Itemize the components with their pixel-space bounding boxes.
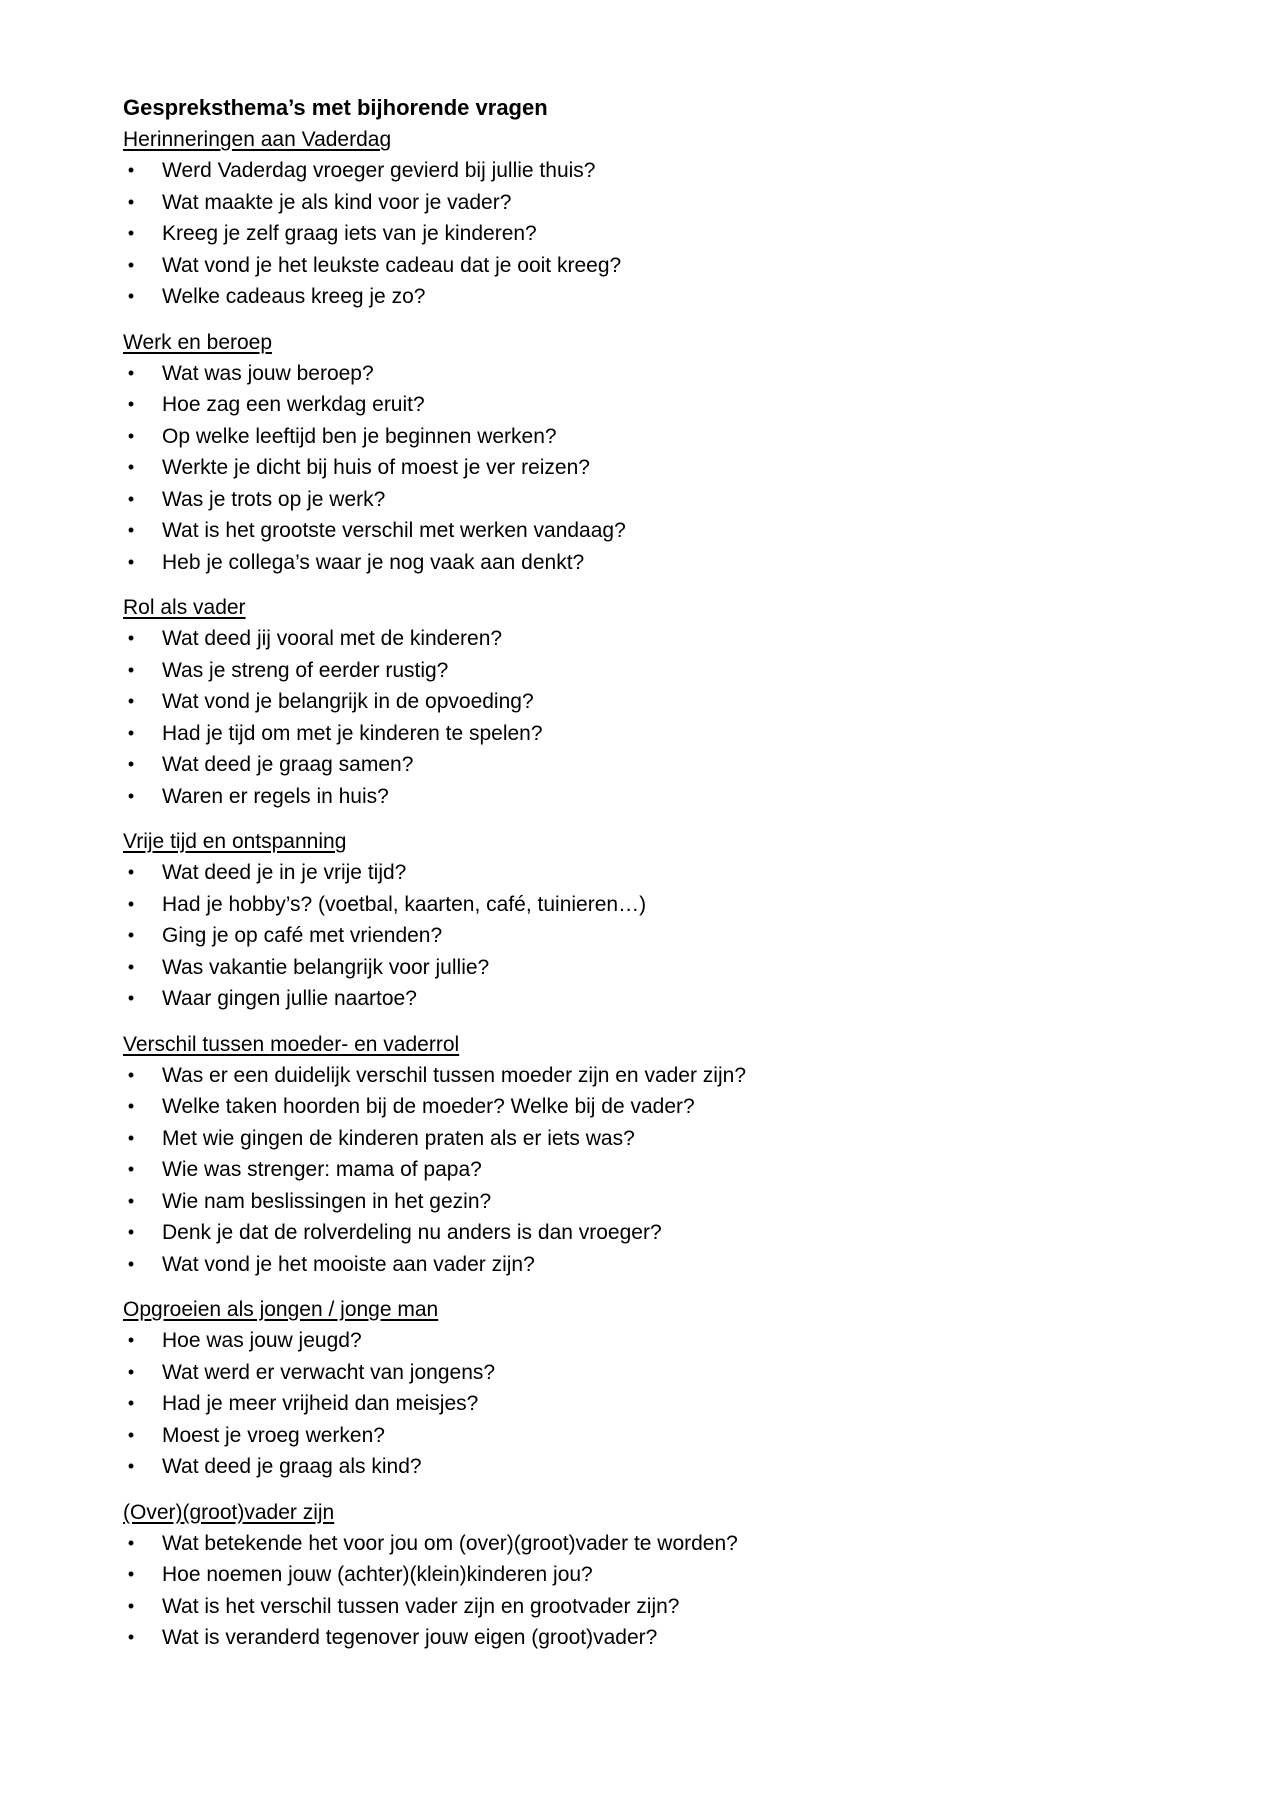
bullet-icon: • bbox=[127, 1424, 135, 1445]
question-text: Wat is het grootste verschil met werken vandaag? bbox=[162, 519, 626, 542]
question-item bbox=[123, 1622, 1163, 1654]
bullet-icon: • bbox=[127, 1127, 135, 1148]
bullet-icon: • bbox=[127, 1595, 135, 1616]
question-item bbox=[123, 452, 1163, 484]
question-item bbox=[123, 358, 1163, 390]
question-list bbox=[123, 1325, 1163, 1483]
question-text: Wat deed je in je vrije tijd? bbox=[162, 861, 407, 884]
bullet-icon: • bbox=[127, 988, 135, 1008]
section-heading: Vrije tijd en ontspanning bbox=[123, 830, 347, 853]
question-item bbox=[123, 1154, 1163, 1186]
question-text: Hoe zag een werkdag eruit? bbox=[162, 393, 425, 416]
section-heading: Opgroeien als jongen / jonge man bbox=[123, 1298, 439, 1321]
section bbox=[123, 826, 1163, 1015]
question-text: Was er een duidelijk verschil tussen moeder zijn en vader zijn? bbox=[162, 1063, 747, 1087]
question-text: Moest je vroeg werken? bbox=[162, 1423, 385, 1447]
question-text: Op welke leeftijd ben je beginnen werken? bbox=[162, 424, 557, 448]
section bbox=[123, 327, 1163, 579]
bullet-icon: • bbox=[127, 362, 135, 383]
question-text: Hoe noemen jouw (achter)(klein)kinderen jou? bbox=[162, 1563, 593, 1586]
question-text: Ging je op café met vrienden? bbox=[162, 924, 443, 947]
section-heading: Werk en beroep bbox=[123, 330, 273, 354]
bullet-icon: • bbox=[127, 628, 135, 648]
question-text: Waren er regels in huis? bbox=[162, 784, 389, 808]
section bbox=[123, 1029, 1163, 1281]
bullet-icon: • bbox=[127, 1190, 135, 1211]
document-title: Gespreksthema’s met bijhorende vragen bbox=[123, 95, 548, 120]
question-item bbox=[123, 1060, 1163, 1092]
question-item bbox=[123, 1325, 1163, 1357]
section-heading: Verschil tussen moeder- en vaderrol bbox=[123, 1032, 460, 1056]
question-list bbox=[123, 155, 1163, 313]
question-item bbox=[123, 421, 1163, 453]
question-item bbox=[123, 686, 1163, 718]
bullet-icon: • bbox=[127, 1456, 135, 1476]
question-list bbox=[123, 623, 1163, 812]
question-text: Wat vond je het mooiste aan vader zijn? bbox=[162, 1252, 535, 1276]
bullet-icon: • bbox=[127, 1330, 135, 1350]
question-item bbox=[123, 1123, 1163, 1155]
question-text: Wat maakte je als kind voor je vader? bbox=[162, 190, 512, 214]
question-text: Was je trots op je werk? bbox=[162, 487, 386, 511]
bullet-icon: • bbox=[127, 488, 135, 509]
question-item bbox=[123, 1451, 1163, 1483]
question-item bbox=[123, 1186, 1163, 1218]
question-item bbox=[123, 218, 1163, 250]
bullet-icon: • bbox=[127, 893, 135, 914]
question-item bbox=[123, 920, 1163, 952]
question-item bbox=[123, 1357, 1163, 1389]
bullet-icon: • bbox=[127, 1393, 135, 1413]
question-item bbox=[123, 1420, 1163, 1452]
bullet-icon: • bbox=[127, 223, 135, 243]
question-text: Wat werd er verwacht van jongens? bbox=[162, 1360, 496, 1384]
question-item bbox=[123, 515, 1163, 547]
bullet-icon: • bbox=[127, 754, 135, 774]
question-text: Wat vond je het leukste cadeau dat je ooit kreeg? bbox=[162, 253, 622, 277]
section bbox=[123, 1294, 1163, 1483]
question-text: Was je streng of eerder rustig? bbox=[162, 658, 449, 682]
section bbox=[123, 1497, 1163, 1654]
question-text: Welke taken hoorden bij de moeder? Welke bij de vader? bbox=[162, 1095, 695, 1118]
bullet-icon: • bbox=[127, 1064, 135, 1085]
question-item bbox=[123, 1249, 1163, 1281]
bullet-icon: • bbox=[127, 1222, 135, 1242]
bullet-icon: • bbox=[127, 286, 135, 306]
question-item bbox=[123, 952, 1163, 984]
section-heading: (Over)(groot)vader zijn bbox=[123, 1500, 335, 1524]
question-text: Heb je collega’s waar je nog vaak aan denkt? bbox=[162, 550, 585, 574]
section-heading: Herinneringen aan Vaderdag bbox=[123, 128, 392, 151]
bullet-icon: • bbox=[127, 1627, 135, 1647]
bullet-icon: • bbox=[127, 1532, 135, 1553]
bullet-icon: • bbox=[127, 1564, 135, 1584]
question-text: Kreeg je zelf graag iets van je kinderen? bbox=[162, 222, 537, 245]
bullet-icon: • bbox=[127, 1253, 135, 1274]
section-heading: Rol als vader bbox=[123, 596, 246, 619]
bullet-icon: • bbox=[127, 457, 135, 477]
question-text: Waar gingen jullie naartoe? bbox=[162, 987, 417, 1010]
bullet-icon: • bbox=[127, 551, 135, 572]
question-text: Wat is het verschil tussen vader zijn en grootvader zijn? bbox=[162, 1594, 680, 1618]
bullet-icon: • bbox=[127, 520, 135, 540]
question-text: Wie was strenger: mama of papa? bbox=[162, 1158, 482, 1181]
question-text: Wat is veranderd tegenover jouw eigen (groot)vader? bbox=[162, 1626, 658, 1649]
question-item bbox=[123, 718, 1163, 750]
question-text: Wat betekende het voor jou om (over)(groot)vader te worden? bbox=[162, 1531, 738, 1555]
bullet-icon: • bbox=[127, 1159, 135, 1179]
sections-container bbox=[123, 124, 1163, 1654]
question-text: Denk je dat de rolverdeling nu anders is dan vroeger? bbox=[162, 1221, 662, 1244]
question-list bbox=[123, 857, 1163, 1015]
question-text: Wat vond je belangrijk in de opvoeding? bbox=[162, 690, 534, 713]
document-content bbox=[123, 91, 1163, 1668]
question-text: Werd Vaderdag vroeger gevierd bij jullie thuis? bbox=[162, 159, 596, 182]
question-list bbox=[123, 1528, 1163, 1654]
question-item bbox=[123, 889, 1163, 921]
question-item bbox=[123, 983, 1163, 1015]
bullet-icon: • bbox=[127, 691, 135, 711]
bullet-icon: • bbox=[127, 659, 135, 680]
bullet-icon: • bbox=[127, 191, 135, 212]
question-item bbox=[123, 1091, 1163, 1123]
question-text: Met wie gingen de kinderen praten als er iets was? bbox=[162, 1126, 635, 1150]
bullet-icon: • bbox=[127, 254, 135, 275]
bullet-icon: • bbox=[127, 925, 135, 945]
bullet-icon: • bbox=[127, 1361, 135, 1382]
question-item bbox=[123, 1559, 1163, 1591]
question-text: Wat deed jij vooral met de kinderen? bbox=[162, 627, 503, 650]
question-text: Had je meer vrijheid dan meisjes? bbox=[162, 1392, 479, 1415]
question-text: Had je hobby’s? (voetbal, kaarten, café, tuinieren…) bbox=[162, 892, 647, 916]
section bbox=[123, 124, 1163, 313]
question-list bbox=[123, 358, 1163, 579]
question-text: Werkte je dicht bij huis of moest je ver reizen? bbox=[162, 456, 590, 479]
bullet-icon: • bbox=[127, 160, 135, 180]
bullet-icon: • bbox=[127, 956, 135, 977]
question-text: Hoe was jouw jeugd? bbox=[162, 1329, 362, 1352]
question-item bbox=[123, 749, 1163, 781]
question-item bbox=[123, 655, 1163, 687]
bullet-icon: • bbox=[127, 425, 135, 446]
question-text: Had je tijd om met je kinderen te spelen? bbox=[162, 721, 543, 745]
bullet-icon: • bbox=[127, 394, 135, 414]
question-item bbox=[123, 389, 1163, 421]
question-item bbox=[123, 1388, 1163, 1420]
question-item bbox=[123, 155, 1163, 187]
question-item bbox=[123, 623, 1163, 655]
question-item bbox=[123, 1528, 1163, 1560]
bullet-icon: • bbox=[127, 722, 135, 743]
question-text: Wat was jouw beroep? bbox=[162, 361, 374, 385]
question-item bbox=[123, 1591, 1163, 1623]
bullet-icon: • bbox=[127, 862, 135, 882]
bullet-icon: • bbox=[127, 785, 135, 806]
question-text: Was vakantie belangrijk voor jullie? bbox=[162, 955, 490, 979]
section bbox=[123, 592, 1163, 812]
question-text: Wie nam beslissingen in het gezin? bbox=[162, 1189, 492, 1213]
question-item bbox=[123, 281, 1163, 313]
question-list bbox=[123, 1060, 1163, 1281]
question-text: Wat deed je graag als kind? bbox=[162, 1455, 422, 1478]
question-item bbox=[123, 547, 1163, 579]
question-text: Welke cadeaus kreeg je zo? bbox=[162, 285, 426, 308]
question-text: Wat deed je graag samen? bbox=[162, 753, 414, 776]
question-item bbox=[123, 857, 1163, 889]
bullet-icon: • bbox=[127, 1096, 135, 1116]
question-item bbox=[123, 187, 1163, 219]
question-item bbox=[123, 1217, 1163, 1249]
question-item bbox=[123, 484, 1163, 516]
question-item bbox=[123, 781, 1163, 813]
question-item bbox=[123, 250, 1163, 282]
